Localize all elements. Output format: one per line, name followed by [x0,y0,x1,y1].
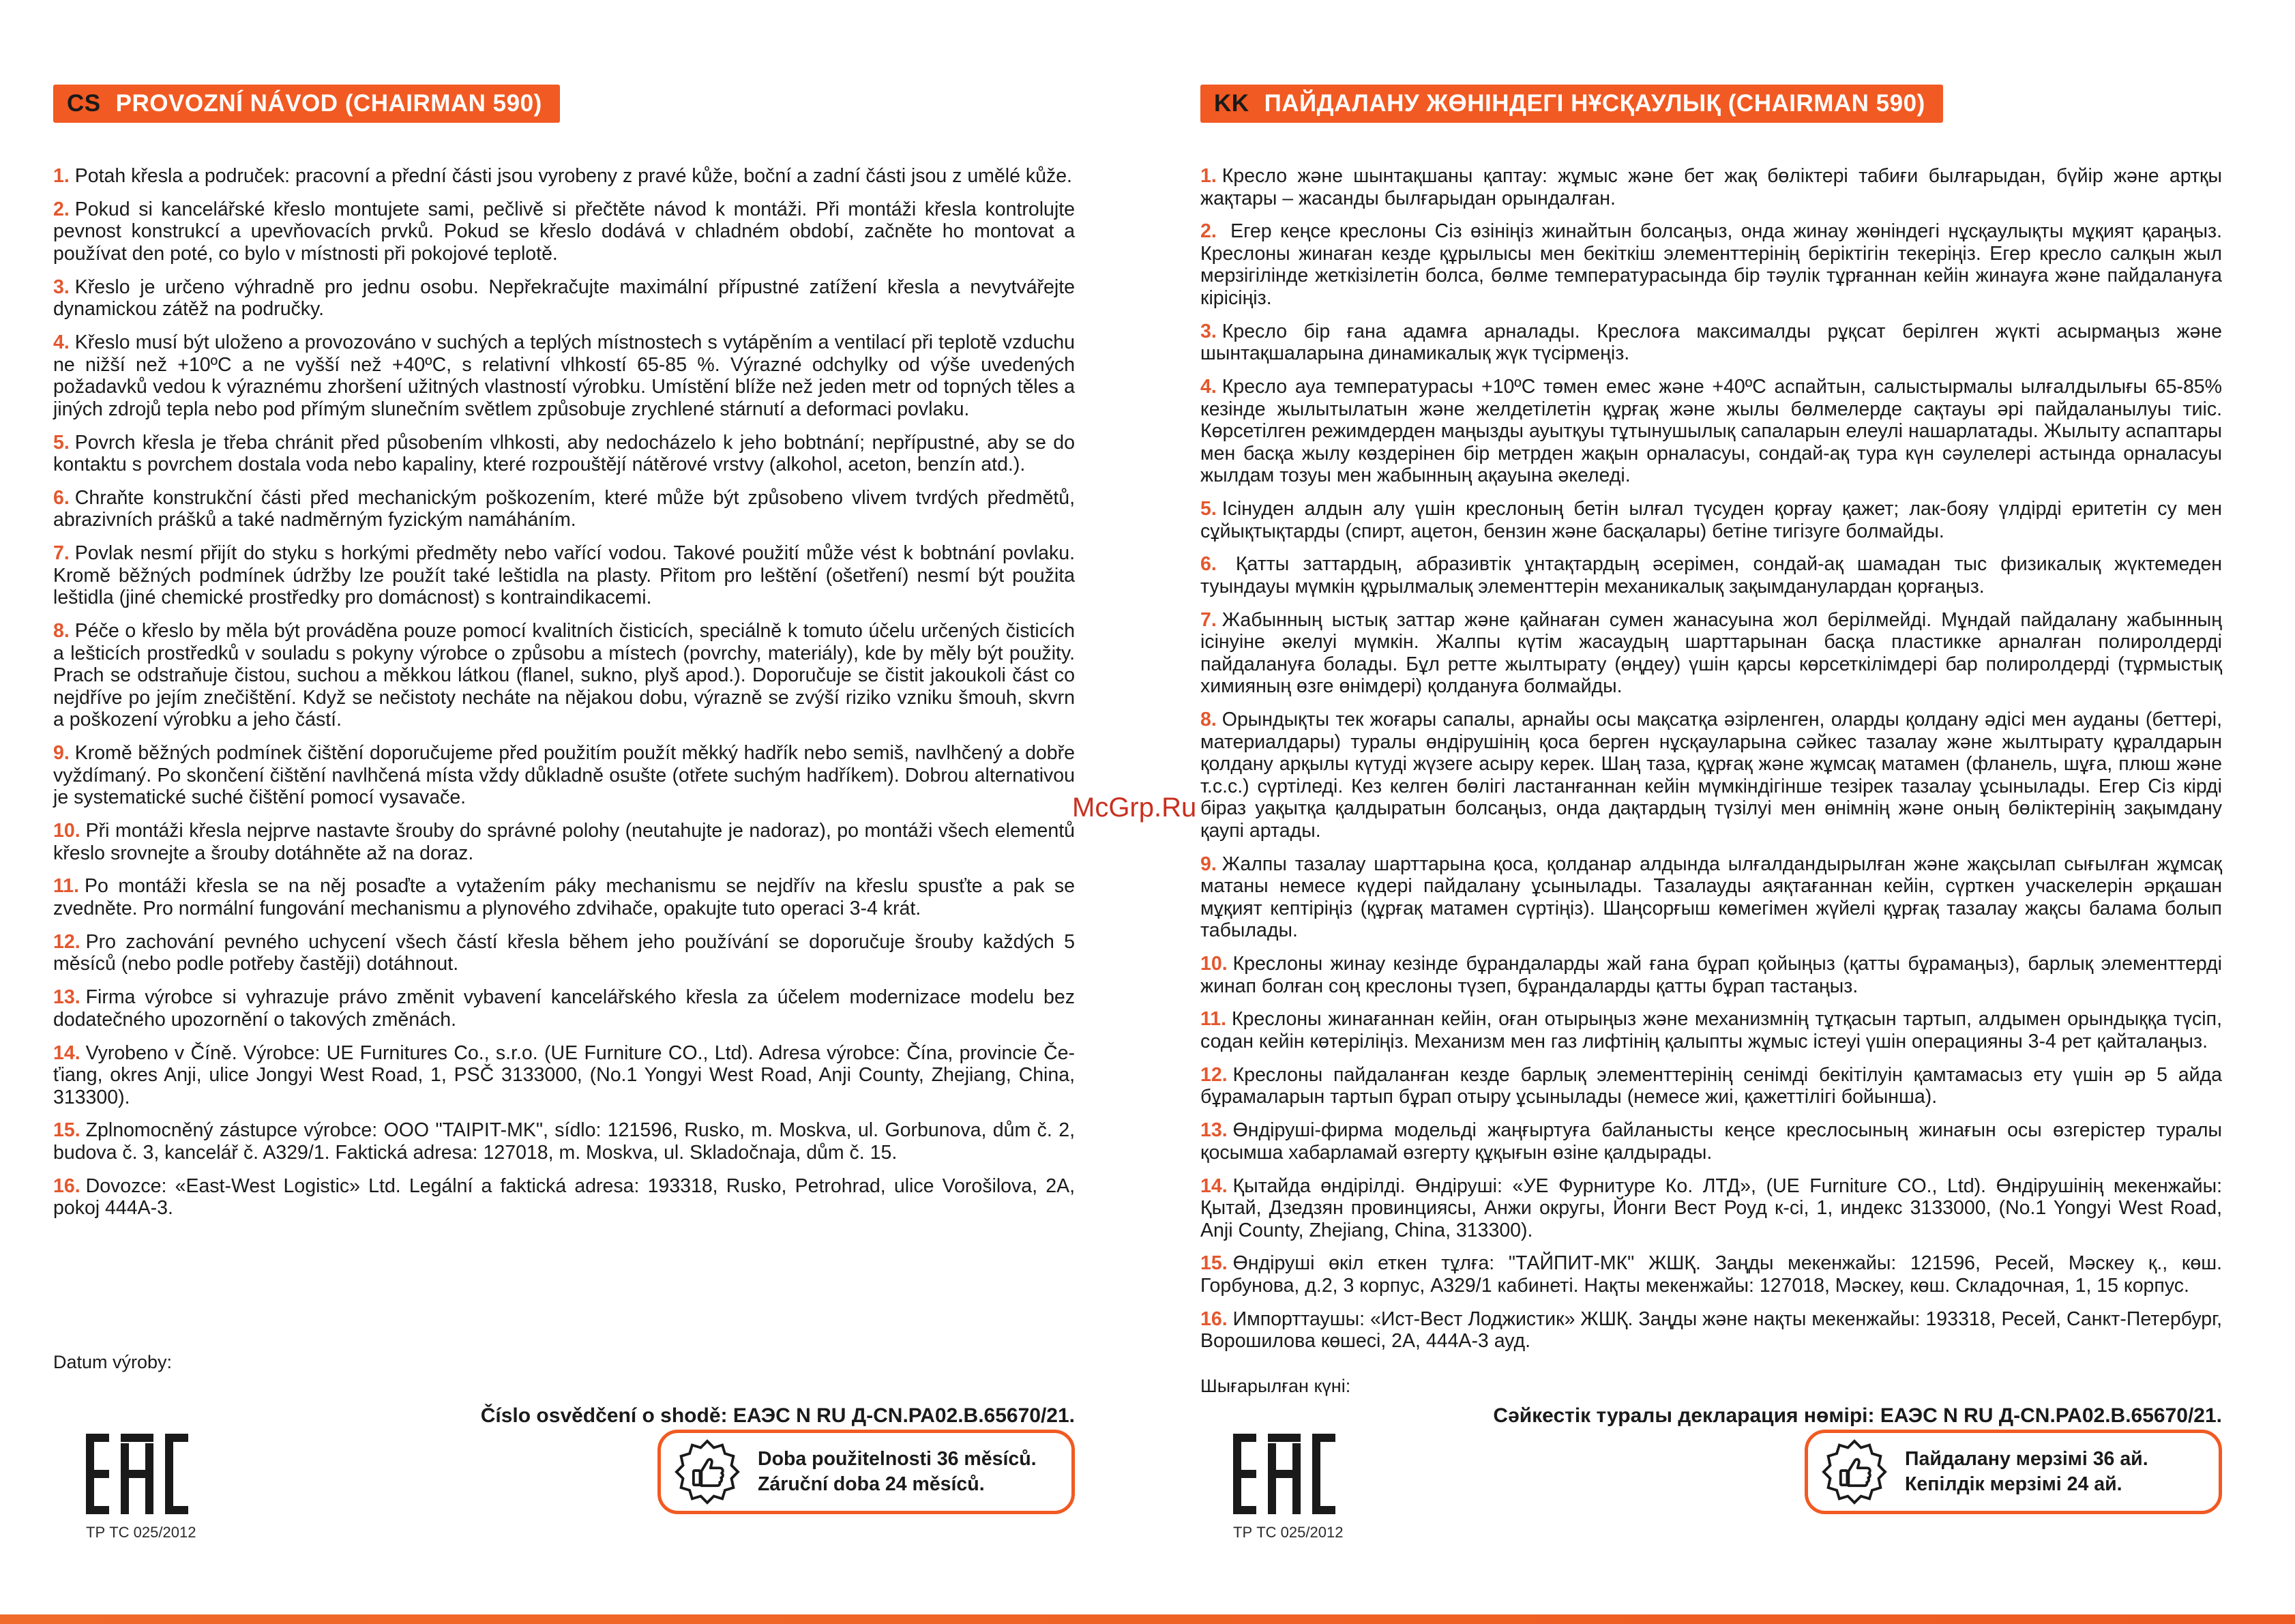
watermark: McGrp.Ru [1072,793,1197,823]
warranty-box [1805,1430,2222,1514]
instruction-item [1200,1119,2222,1164]
instruction-item [53,1175,1075,1220]
item-number: 15. [53,1119,80,1142]
instruction-item [53,331,1075,420]
instruction-item [53,276,1075,321]
instruction-item [1200,1252,2222,1297]
item-number: 11. [1200,1008,1227,1031]
certificate-number: Сәйкестік туралы декларация нөмірі: ЕАЭС N RU Д-CN.РА02.В.65670/21. [1493,1404,2222,1427]
eac-logo-icon [1233,1434,1335,1514]
instruction-item [53,165,1075,188]
item-text: Қатты заттардың, абразивтік ұнтақтардың әсерімен, сондай-ақ шамадан тыс физикалық жүктемеден туындауы мүмкін құрылмалық элементтерін механикалық зақымданулардан қорғаңыз. [1200,553,2222,597]
item-number: 7. [53,542,70,565]
instruction-list [1200,165,2222,1363]
item-number: 4. [1200,376,1217,398]
eac-mark [86,1434,195,1541]
instruction-item [53,1119,1075,1164]
item-number: 8. [53,620,70,643]
item-number: 12. [1200,1063,1228,1086]
item-text: Povlak nesmí přijít do styku s horkými předměty nebo vařící vodou. Takové použití může vést k bobtnání povlaku. Kromě běžných podmínek údržby lze použít také leštidla na plasty. Přitom pro leštění (ošetření) nesmí být použita leštidla (jiné chemické prostředky pro domácnost) s kontraindikacemi. [53,542,1075,609]
instruction-item [1200,376,2222,487]
item-number: 2. [1200,220,1217,243]
item-text: Po montáži křesla se na něj posaďte a vytažením páky mechanismu se nejdřív na křeslu spusťte a pak se zvedněte. Pro normální fungování mechanismu a plynového zdvihače, opakujte tuto operaci 3-4 krát. [53,875,1075,919]
item-text: Креслоны жинау кезінде бұрандаларды жай ғана бұрап қойыңыз (қатты бұрамаңыз), барлық элементтерді жинап болған соң креслоны түзеп, бұрандаларды қатты бұрап тастаңыз. [1200,953,2222,997]
item-number: 10. [53,820,80,842]
instruction-item [1200,165,2222,209]
item-number: 14. [53,1042,80,1064]
technical-regulation: ТР ТС 025/2012 [86,1524,196,1541]
instruction-item [53,931,1075,975]
item-text: Péče o křeslo by měla být prováděna pouze pomocí kvalitních čisticích, speciálně k tomuto účelu určených čisticích a lešticích prostředků v souladu s pokyny výrobce o způsobu a místech (povrchy, materiály), kde by měly být použity. Prach se odstraňuje čistou, suchou a měkkou látkou (flanel, sukno, plyš apod.). Doporučuje se čistit jakoukoli část co nejdříve po jejím znečištění. Když se nečistoty necháte na nějakou dobu, výrazně se zvýší riziko vzniku šmouh, skvrn a poškození výrobku a jeho částí. [53,620,1075,731]
warranty-period-text: Záruční doba 24 měsíců. [758,1473,985,1495]
item-text: Vyrobeno v Číně. Výrobce: UE Furnitures Co., s.r.o. (UE Furniture CO., Ltd). Adresa výrobce: Čína, provincie Če-ťiang, okres Anji, ulice Jongyi West Road, 1, PSČ 3133000, (No.1 Yongyi West Road, Anji County, Zhejiang, China, 313300). [53,1042,1075,1108]
warranty-period-text: Кепілдік мерзімі 24 ай. [1905,1473,2122,1495]
thumbs-up-badge-icon [675,1439,740,1505]
item-number: 12. [53,930,80,953]
item-number: 1. [53,165,70,187]
item-number: 13. [1200,1119,1228,1142]
item-text: Кресло бір ғана адамға арналады. Креслоға максималды рұқсат берілген жүкті асырмаңыз және шынтақшаларына динамикалық жүк түсірмеңіз. [1200,320,2222,365]
thumbs-up-badge-icon [1822,1439,1887,1505]
item-number: 6. [53,486,70,509]
item-text: Křeslo je určeno výhradně pro jednu osobu. Nepřekračujte maximální přípustné zatížení křesla a nevytvářejte dynamickou zátěž na područky. [53,276,1075,321]
item-text: Ісінуден алдын алу үшін креслоның бетін ылғал түсуден қорғау қажет; лак-бояу үлдірді еритетін су мен сұйықтықтарды (спирт, ацетон, бензин және басқалары) бетіне тигізуге болмайды. [1200,498,2222,542]
production-date-label: Шығарылған күні: [1200,1376,1351,1396]
instruction-item [1200,321,2222,365]
item-text: Křeslo musí být uloženo a provozováno v suchých a teplých místnostech s vytápěním a ventilací při teplotě vzduchu ne nižší než +10ºC a ne vyšší než +40ºC, s relativní vlhkostí 65-85 %. Výrazné odchylky od výše uvedených požadavků vedou k výraznému zhoršení užitných vlastností výrobku. Umístění blíže než jeden metr od topných těles a jiných zdrojů tepla nebo pod přímým slunečním světlem způsobuje zrychlené stárnutí a deformaci povlaku. [53,331,1075,420]
certificate-number: Číslo osvědčení o shodě: ЕАЭС N RU Д-CN.РА02.В.65670/21. [480,1404,1075,1427]
instruction-item [1200,1308,2222,1353]
instruction-item [53,820,1075,864]
item-number: 5. [1200,498,1217,520]
eac-mark [1233,1434,1342,1541]
item-text: Импорттаушы: «Ист-Вест Лоджистик» ЖШҚ. Заңды және нақты мекенжайы: 193318, Ресей, Санкт-Петербург, Ворошилова көшесі, 2А, 444А-3 ауд. [1200,1308,2222,1353]
production-date-label: Datum výroby: [53,1352,173,1372]
item-text: Dovozce: «East-West Logistic» Ltd. Legální a faktická adresa: 193318, Rusko, Petrohrad, ulice Vorošilova, 2A, pokoj 444A-3. [53,1175,1075,1220]
item-number: 14. [1200,1175,1228,1197]
warranty-text [758,1447,1037,1497]
item-number: 6. [1200,553,1217,576]
warranty-box [657,1430,1075,1514]
item-number: 5. [53,431,70,454]
instruction-item [1200,1064,2222,1108]
item-text: Povrch křesla je třeba chránit před působením vlhkosti, aby nedocházelo k jeho bobtnání; nepřípustné, aby se do kontaktu s povrchem dostala voda nebo kapaliny, které rozpouštějí nátěrové vrstvy (alkohol, aceton, benzín atd.). [53,431,1075,476]
instruction-item [53,432,1075,476]
instruction-item [1200,498,2222,542]
language-code: KK [1214,90,1249,117]
section-title-bar [53,85,560,123]
shelf-life-text: Doba použitelnosti 36 měsíců. [758,1448,1037,1470]
item-text: Өндіруші-фирма модельді жаңғыртуға байланысты кеңсе креслосының жинағын осы өзгерістер туралы қосымша хабарламай өзгерту құқығын өзіне қалдырады. [1200,1119,2222,1164]
item-number: 10. [1200,953,1228,975]
item-text: Қытайда өндірілді. Өндіруші: «УЕ Фурнитуре Ко. ЛТД», (UE Furniture CO., Ltd). Өндірушінің мекенжайы: Қытай, Дзедзян провинциясы, Анжи округы, Йонги Вест Роуд к-сі, 1, индекс 3133000, (No.1 Yongyi West Road, Anji County, Zhejiang, China, 313300). [1200,1175,2222,1241]
instruction-item [53,875,1075,919]
item-number: 16. [53,1175,80,1197]
item-text: Креслоны жинағаннан кейін, оған отырыңыз және механизмнің тұтқасын тартып, алдымен орындыққа түсіп, содан кейін көтеріліңіз. Механизм мен газ лифтінің қалыпты жұмыс істеуі үшін операцияны 3-4 рет қайталаңыз. [1200,1008,2222,1052]
item-text: Кресло ауа температурасы +10ºC төмен емес және +40ºC аспайтын, салыстырмалы ылғалдылығы 65-85% кезінде жылытылатын және желдетілетін құрғақ және жылы бөлмелерде сақтауы әрі пайдаланылуы тиіс. Көрсетілген режимдерден маңызды ауытқуы тұтынушылық сапаларын елеулі нашарлатады. Жылыту аспаптары мен басқа жылу көздерінен бір метрден жақын орналасуы, сондай-ақ тура күн сәулелері астында орналасуы жылдам тозуы мен жабынның ақауына әкеледі. [1200,376,2222,487]
item-number: 8. [1200,709,1217,731]
section-title: ПАЙДАЛАНУ ЖӨНІНДЕГІ НҰСҚАУЛЫҚ (CHAIRMAN 590) [1264,90,1925,117]
item-number: 2. [53,198,70,220]
instruction-item [1200,1008,2222,1052]
eac-logo-icon [86,1434,188,1514]
language-code: CS [67,90,101,117]
item-text: Při montáži křesla nejprve nastavte šrouby do správné polohy (neutahujte je nadoraz), po montáži všech elementů křeslo srovnejte a šrouby dotáhněte až na doraz. [53,820,1075,864]
item-text: Жабынның ыстық заттар және қайнаған сумен жанасуына жол берілмейді. Мұндай пайдалану жабынның ісінуіне әкелуі мүмкін. Жалпы күтім жасаудың шарттарынан басқа пластикке арналған полиролдерді пайдалануға болады. Бұл ретте жылтырату (өңдеу) үшін қарсы көрсеткілімдері бар полиролдерді (тұрмыстық химияның өзге өнімдері) қолдануға болмайды. [1200,608,2222,698]
bottom-accent-bar [0,1614,2295,1624]
instruction-item [53,542,1075,609]
item-number: 9. [53,742,70,765]
item-text: Pro zachování pevného uchycení všech částí křesla během jeho používání se doporučuje šrouby každých 5 měsíců (nebo podle potřeby častěji) dotáhnout. [53,930,1075,975]
instruction-item [53,986,1075,1031]
item-text: Firma výrobce si vyhrazuje právo změnit vybavení kancelářského křesla za účelem modernizace modelu bez dodatečného upozornění o takových změnách. [53,986,1075,1031]
instruction-item [53,742,1075,809]
instruction-item [53,487,1075,531]
section-title-bar [1200,85,1943,123]
instruction-item [1200,709,2222,842]
instruction-item [1200,853,2222,942]
item-number: 1. [1200,165,1217,187]
item-number: 9. [1200,853,1217,875]
shelf-life-text: Пайдалану мерзімі 36 ай. [1905,1448,2148,1470]
warranty-text [1905,1447,2148,1497]
czech-column [53,0,1075,1624]
instruction-item [1200,1175,2222,1242]
item-number: 7. [1200,608,1217,631]
item-number: 15. [1200,1252,1228,1275]
item-text: Kromě běžných podmínek čištění doporučujeme před použitím použít měkký hadřík nebo semiš, navlhčený a dobře vyždímaný. Po skončení čištění navlhčená místa vždy důkladně osušte (otřete suchým hadříkem). Dobrou alternativou je systematické suché čištění pomocí vysavače. [53,742,1075,809]
kazakh-column [1200,0,2222,1624]
item-number: 13. [53,986,80,1009]
item-number: 3. [1200,320,1217,342]
item-text: Креслоны пайдаланған кезде барлық элементтерінің сенімді бекітілуін қамтамасыз ету үшін әр 5 айда бұрамаларын тартып бұрап отыру ұсынылады (немесе жиі, қажеттілігі бойынша). [1200,1063,2222,1108]
item-text: Pokud si kancelářské křeslo montujete sami, pečlivě si přečtěte návod k montáži. Při montáži křesla kontrolujte pevnost konstrukcí a upevňovacích prvků. Pokud se křeslo dodává v chladném období, začněte ho montovat a používat den poté, co bylo v místnosti při pokojové teplotě. [53,198,1075,265]
item-text: Егер кеңсе креслоны Сіз өзініңіз жинайтын болсаңыз, онда жинау жөніндегі нұсқаулықты мұқият қараңыз. Креслоны жинаған кезде құрылысы мен бекіткіш элементтерінің беріктігін текеріңіз. Егер кресло салқын жыл мерзігілінде жеткізілетін болса, бөлме температурасында бір тәулік тұрғаннан кейін жинауға және пайдалануға кірісіңіз. [1200,220,2222,309]
item-number: 16. [1200,1308,1228,1330]
item-number: 11. [53,875,80,898]
item-text: Өндіруші өкіл еткен тұлға: "ТАЙПИТ-МК" ЖШҚ. Заңды мекенжайы: 121596, Ресей, Мәскеу қ., көш. Горбунова, д.2, 3 корпус, А329/1 кабинеті. Нақты мекенжайы: 127018, Мәскеу, көш. Складочная, 1, 15 корпус. [1200,1252,2222,1297]
item-text: Zplnomocněný zástupce výrobce: OOO "TAIPIT-MK", sídlo: 121596, Rusko, m. Moskva, ul. Gorbunova, dům č. 2, budova č. 3, kancelář č. A329/1. Faktická adresa: 127018, m. Moskva, ul. Skladočnaja, dům č. 15. [53,1119,1075,1164]
item-number: 4. [53,331,70,354]
instruction-item [53,198,1075,265]
technical-regulation: ТР ТС 025/2012 [1233,1524,1344,1541]
instruction-item [53,1042,1075,1109]
instruction-item [1200,220,2222,309]
instruction-item [1200,609,2222,698]
instruction-item [1200,553,2222,597]
item-text: Кресло және шынтақшаны қаптау: жұмыс және бет жақ бөліктері табиғи былғарыдан, бүйір және артқы жақтары – жасанды былғарыдан орындалған. [1200,165,2222,209]
item-text: Жалпы тазалау шарттарына қоса, қолданар алдында ылғалдандырылған және жақсылап сығылған жұмсақ матаны немесе күдері пайдалану ұсынылады. Тазалауды аяқтағаннан кейін, сүрткен учаскелерін әрқашан мұқият кептіріңіз (құрғақ матамен сүртіңіз). Шаңсорғыш көмегімен жүйелі құрғақ тазалау жақсы балама болып табылады. [1200,853,2222,942]
item-text: Chraňte konstrukční části před mechanickým poškozením, které může být způsobeno vlivem tvrdých předmětů, abrazivních prášků a také nadměrným fyzickým namáháním. [53,486,1075,531]
section-title: PROVOZNÍ NÁVOD (CHAIRMAN 590) [115,90,542,117]
instruction-list [53,165,1075,1230]
item-number: 3. [53,276,70,298]
item-text: Орындықты тек жоғары сапалы, арнайы осы мақсатқа әзірленген, оларды қолдану әдісі мен ауданы (беттері, материалдары) туралы өндірушінің қоса берген нұсқауларына сәйкес тазалау және жылтырату құралдарын қолдану арқылы күтуді жүзеге асыру керек. Шаң таза, құрғақ және жұмсақ матамен (фланель, шұға, плюш және т.с.с.) сүртіледі. Кез келген бөлігі ластанғаннан кейін мүмкіндігінше тезірек тазалау ұсынылады. Егер Сіз кірді біраз уақытқа қалдыратын болсаңыз, онда дақтардың түзілуі мен өнімнің және оның бөліктерінің зақымдану қаупі артады. [1200,709,2222,842]
instruction-item [53,620,1075,731]
instruction-item [1200,953,2222,997]
item-text: Potah křesla a područek: pracovní a přední části jsou vyrobeny z pravé kůže, boční a zadní části jsou z umělé kůže. [74,165,1072,187]
